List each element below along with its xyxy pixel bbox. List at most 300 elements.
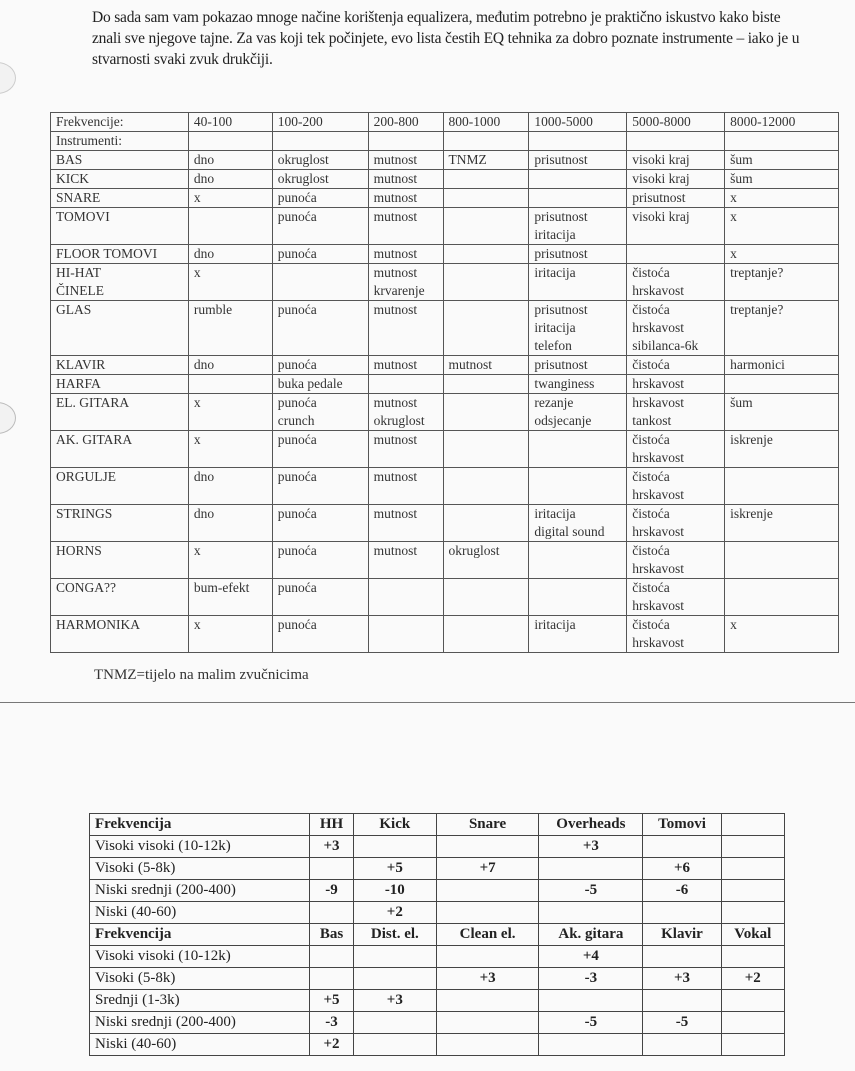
table-cell <box>627 356 725 375</box>
table-cell <box>272 579 368 616</box>
gain-value <box>721 1034 784 1056</box>
table-cell <box>368 375 443 394</box>
table-cell <box>272 151 368 170</box>
gain-value: +2 <box>310 1034 354 1056</box>
gain-value <box>539 902 643 924</box>
frequency-band: Visoki visoki (10-12k) <box>90 946 310 968</box>
table-cell <box>443 189 529 208</box>
cell-text: iritacija <box>534 617 576 632</box>
frequency-header: Frekvencija <box>90 924 310 946</box>
table-cell <box>529 505 627 542</box>
cell-text: dno <box>193 469 215 484</box>
gain-value: +3 <box>310 836 354 858</box>
gain-value: +3 <box>643 968 721 990</box>
cell-text: dno <box>193 246 215 261</box>
table-cell <box>188 170 272 189</box>
table-cell <box>529 579 627 616</box>
table-cell <box>627 189 725 208</box>
cell-text: crunch <box>277 413 315 428</box>
table-cell <box>529 542 627 579</box>
gain-value <box>643 990 721 1012</box>
table-cell <box>188 375 272 394</box>
cell-text: mutnost <box>448 357 493 372</box>
intro-paragraph: Do sada sam vam pokazao mnoge načine korištenja equalizera, međutim potrebno je praktično iskustvo kako biste znali sve njegove tajne. Za vas koji tek počinjete, evo lista čestih EQ tehnika za dobro poznate instrumente – iako je u stvarnosti svaki zvuk drukčiji. <box>92 9 800 68</box>
table-cell <box>368 245 443 264</box>
cell-text: punoća <box>277 580 317 595</box>
cell-text: okruglost <box>277 152 329 167</box>
table-cell <box>443 394 529 431</box>
instrument-name <box>51 505 189 542</box>
cell-text: hrskavost <box>632 376 685 391</box>
header-frequency: 100-200 <box>272 113 368 132</box>
table-cell <box>188 356 272 375</box>
cell-text: x <box>730 209 737 224</box>
gain-value <box>643 1034 721 1056</box>
gain-value: +3 <box>353 990 436 1012</box>
cell-text: iritacija <box>534 227 576 242</box>
cell-text: x <box>730 246 737 261</box>
instrument-name <box>51 356 189 375</box>
table-cell <box>188 264 272 301</box>
cell-text: šum <box>730 395 753 410</box>
cell-text: mutnost <box>373 246 418 261</box>
instrument-name-line: SNARE <box>56 190 101 205</box>
instrument-name <box>51 375 189 394</box>
cell-text: čistoća <box>632 506 670 521</box>
table-row <box>51 468 839 505</box>
table-cell <box>725 189 839 208</box>
table-cell <box>529 151 627 170</box>
gain-value: -5 <box>539 1012 643 1034</box>
cell-text: čistoća <box>632 265 670 280</box>
table-cell <box>529 394 627 431</box>
gain-value: -5 <box>539 880 643 902</box>
table-cell <box>272 616 368 653</box>
gain-value: -6 <box>643 880 721 902</box>
gain-value: +2 <box>721 968 784 990</box>
table-cell <box>188 542 272 579</box>
cell-text: mutnost <box>373 171 418 186</box>
table-cell <box>368 356 443 375</box>
cell-text: buka pedale <box>277 376 343 391</box>
instrument-name <box>51 542 189 579</box>
gain-value <box>436 990 539 1012</box>
table-row <box>90 946 785 968</box>
table-cell <box>188 468 272 505</box>
cell-text: rezanje <box>534 395 574 410</box>
footnote: TNMZ=tijelo na malim zvučnicima <box>94 667 309 683</box>
table-row <box>90 858 785 880</box>
table-cell <box>272 301 368 356</box>
table-cell <box>368 579 443 616</box>
empty-cell <box>368 132 443 151</box>
cell-text: digital sound <box>534 524 605 539</box>
table-cell <box>443 505 529 542</box>
cell-text: prisutnost <box>534 209 588 224</box>
table-cell <box>368 616 443 653</box>
table-cell <box>272 394 368 431</box>
frequency-band: Niski srednji (200-400) <box>90 1012 310 1034</box>
cell-text: punoća <box>277 543 317 558</box>
header-frequency: 40-100 <box>188 113 272 132</box>
cell-text: x <box>730 617 737 632</box>
instrument-name <box>51 189 189 208</box>
gain-value <box>721 990 784 1012</box>
gain-value <box>539 990 643 1012</box>
table-row <box>90 836 785 858</box>
cell-text: mutnost <box>373 190 418 205</box>
instrument-header: Tomovi <box>643 814 721 836</box>
cell-text: hrskavost <box>632 320 685 335</box>
gain-value: +5 <box>353 858 436 880</box>
table-cell <box>529 356 627 375</box>
table-cell <box>443 208 529 245</box>
table-cell <box>725 208 839 245</box>
gain-value: +4 <box>539 946 643 968</box>
cell-text: punoća <box>277 357 317 372</box>
cell-text: mutnost <box>373 152 418 167</box>
frequency-band: Srednji (1-3k) <box>90 990 310 1012</box>
section-header-row <box>90 924 785 946</box>
instrument-header: Dist. el. <box>353 924 436 946</box>
table-row <box>51 151 839 170</box>
cell-text: iskrenje <box>730 506 773 521</box>
table-cell <box>443 356 529 375</box>
cell-text: punoća <box>277 395 317 410</box>
cell-text: čistoća <box>632 302 670 317</box>
table-cell <box>725 505 839 542</box>
cell-text: punoća <box>277 469 317 484</box>
instrument-header: Snare <box>436 814 539 836</box>
table-cell <box>188 245 272 264</box>
gain-value: +7 <box>436 858 539 880</box>
instrument-name-line: KICK <box>56 171 89 186</box>
instrument-name <box>51 468 189 505</box>
cell-text: prisutnost <box>534 246 588 261</box>
table-cell <box>368 264 443 301</box>
header-frequency: 200-800 <box>368 113 443 132</box>
cell-text: punoća <box>277 617 317 632</box>
gain-value: +2 <box>353 902 436 924</box>
instrument-name-line: STRINGS <box>56 506 113 521</box>
table-cell <box>627 208 725 245</box>
cell-text: treptanje? <box>730 265 784 280</box>
table-cell <box>188 431 272 468</box>
table-cell <box>627 616 725 653</box>
cell-text: TNMZ <box>448 152 487 167</box>
table-cell <box>627 394 725 431</box>
instrument-name <box>51 579 189 616</box>
table-cell <box>529 375 627 394</box>
table-cell <box>725 245 839 264</box>
cell-text: hrskavost <box>632 450 685 465</box>
cell-text: šum <box>730 171 753 186</box>
table-cell <box>443 375 529 394</box>
gain-value <box>436 902 539 924</box>
gain-value <box>353 1034 436 1056</box>
cell-text: visoki kraj <box>632 152 690 167</box>
instrument-name-line: EL. GITARA <box>56 395 130 410</box>
table-cell <box>188 394 272 431</box>
frequency-band: Visoki (5-8k) <box>90 968 310 990</box>
cell-text: dno <box>193 171 215 186</box>
table-row <box>51 208 839 245</box>
gain-value <box>643 902 721 924</box>
table-cell <box>272 189 368 208</box>
empty-cell <box>443 132 529 151</box>
cell-text: visoki kraj <box>632 171 690 186</box>
gain-value <box>721 1012 784 1034</box>
instrument-name <box>51 208 189 245</box>
header-frequency: 5000-8000 <box>627 113 725 132</box>
instrument-header: Klavir <box>643 924 721 946</box>
cell-text: čistoća <box>632 580 670 595</box>
instrument-name-line: HORNS <box>56 543 102 558</box>
punch-hole <box>0 62 16 94</box>
instrument-name <box>51 394 189 431</box>
empty-cell <box>627 132 725 151</box>
table-cell <box>627 151 725 170</box>
instrument-name <box>51 431 189 468</box>
gain-value <box>721 880 784 902</box>
table-cell <box>368 394 443 431</box>
cell-text: punoća <box>277 246 317 261</box>
table-row <box>90 990 785 1012</box>
cell-text: mutnost <box>373 506 418 521</box>
table-cell <box>272 245 368 264</box>
instrument-name-line: HI-HAT <box>56 265 101 280</box>
instrument-header: Bas <box>310 924 354 946</box>
gain-value: +3 <box>539 836 643 858</box>
empty-cell <box>529 132 627 151</box>
cell-text: odsjecanje <box>534 413 592 428</box>
header-frequency: 1000-5000 <box>529 113 627 132</box>
eq-boost-cut-table <box>89 813 785 1056</box>
cell-text: harmonici <box>730 357 785 372</box>
gain-value: -10 <box>353 880 436 902</box>
cell-text: dno <box>193 506 215 521</box>
instrument-name <box>51 616 189 653</box>
table-row <box>90 1012 785 1034</box>
gain-value <box>436 1034 539 1056</box>
table-cell <box>725 375 839 394</box>
table-cell <box>272 208 368 245</box>
table-cell <box>529 189 627 208</box>
cell-text: x <box>193 543 201 558</box>
cell-text: prisutnost <box>534 302 588 317</box>
gain-value <box>353 1012 436 1034</box>
instrument-header: Kick <box>353 814 436 836</box>
table-cell <box>188 579 272 616</box>
cell-text: hrskavost <box>632 635 685 650</box>
gain-value: -3 <box>539 968 643 990</box>
cell-text: dno <box>193 152 215 167</box>
instrument-header: Overheads <box>539 814 643 836</box>
cell-text: čistoća <box>632 543 670 558</box>
table-cell <box>368 505 443 542</box>
table-row <box>51 579 839 616</box>
gain-value <box>353 836 436 858</box>
table-cell <box>627 468 725 505</box>
table-cell <box>443 264 529 301</box>
table-cell <box>725 170 839 189</box>
table-cell <box>272 264 368 301</box>
gain-value <box>310 858 354 880</box>
table-row <box>51 301 839 356</box>
cell-text: čistoća <box>632 617 670 632</box>
cell-text: hrskavost <box>632 395 685 410</box>
table-cell <box>725 579 839 616</box>
cell-text: x <box>193 432 201 447</box>
instrument-name <box>51 264 189 301</box>
cell-text: iritacija <box>534 506 576 521</box>
table-cell <box>272 468 368 505</box>
header-label: Frekvencije: <box>51 113 189 132</box>
cell-text: punoća <box>277 190 317 205</box>
table-row <box>90 1034 785 1056</box>
eq-frequency-table <box>50 112 839 653</box>
cell-text: telefon <box>534 338 572 353</box>
table-cell <box>443 245 529 264</box>
subheader-row <box>51 132 839 151</box>
table-cell <box>725 394 839 431</box>
cell-text: čistoća <box>632 357 670 372</box>
table-cell <box>272 170 368 189</box>
table-cell <box>368 468 443 505</box>
table-cell <box>627 505 725 542</box>
table-cell <box>368 542 443 579</box>
table-cell <box>725 542 839 579</box>
cell-text: hrskavost <box>632 487 685 502</box>
table-cell <box>627 431 725 468</box>
cell-text: krvarenje <box>373 283 425 298</box>
gain-value <box>721 946 784 968</box>
table-cell <box>368 151 443 170</box>
cell-text: punoća <box>277 432 317 447</box>
table-cell <box>725 431 839 468</box>
cell-text: visoki kraj <box>632 209 690 224</box>
table-cell <box>443 616 529 653</box>
table-cell <box>627 170 725 189</box>
cell-text: twanginess <box>534 376 595 391</box>
cell-text: rumble <box>193 302 233 317</box>
table-cell <box>188 301 272 356</box>
table-cell <box>627 375 725 394</box>
empty-cell <box>272 132 368 151</box>
gain-value <box>353 946 436 968</box>
table-cell <box>443 579 529 616</box>
table-cell <box>725 356 839 375</box>
header-frequency: 800-1000 <box>443 113 529 132</box>
cell-text: mutnost <box>373 469 418 484</box>
table-row <box>51 170 839 189</box>
instrument-name-line: HARFA <box>56 376 101 391</box>
gain-value <box>310 968 354 990</box>
instrument-name <box>51 301 189 356</box>
table-row <box>51 245 839 264</box>
cell-text: prisutnost <box>534 357 588 372</box>
cell-text: mutnost <box>373 395 418 410</box>
cell-text: punoća <box>277 506 317 521</box>
empty-cell <box>188 132 272 151</box>
gain-value: +5 <box>310 990 354 1012</box>
gain-value <box>310 902 354 924</box>
table-cell <box>188 208 272 245</box>
punch-hole <box>0 402 16 434</box>
instrument-name-line: ČINELE <box>56 283 104 298</box>
table-cell <box>368 431 443 468</box>
gain-value <box>643 836 721 858</box>
table-cell <box>272 542 368 579</box>
instrument-name-line: FLOOR TOMOVI <box>56 246 158 261</box>
cell-text: čistoća <box>632 469 670 484</box>
instrument-header: Vokal <box>721 924 784 946</box>
empty-cell <box>725 132 839 151</box>
gain-value <box>721 902 784 924</box>
cell-text: iritacija <box>534 265 576 280</box>
instrument-name-line: TOMOVI <box>56 209 110 224</box>
instrument-header: Clean el. <box>436 924 539 946</box>
cell-text: okruglost <box>373 413 425 428</box>
table-cell <box>529 264 627 301</box>
cell-text: hrskavost <box>632 561 685 576</box>
cell-text: x <box>193 265 201 280</box>
table-cell <box>272 505 368 542</box>
table-cell <box>272 431 368 468</box>
table-cell <box>725 468 839 505</box>
table-cell <box>725 301 839 356</box>
gain-value <box>436 946 539 968</box>
instrument-header <box>721 814 784 836</box>
section-header-row <box>90 814 785 836</box>
cell-text: mutnost <box>373 432 418 447</box>
table-cell <box>529 245 627 264</box>
instrument-name-line: AK. GITARA <box>56 432 133 447</box>
gain-value <box>721 858 784 880</box>
table-cell <box>272 375 368 394</box>
table-cell <box>725 616 839 653</box>
table-cell <box>529 468 627 505</box>
divider-line <box>0 702 855 703</box>
gain-value <box>310 946 354 968</box>
cell-text: treptanje? <box>730 302 784 317</box>
cell-text: x <box>193 395 201 410</box>
table-row <box>90 902 785 924</box>
cell-text: okruglost <box>448 543 500 558</box>
gain-value: -9 <box>310 880 354 902</box>
instrument-name <box>51 245 189 264</box>
frequency-band: Niski (40-60) <box>90 902 310 924</box>
gain-value <box>721 836 784 858</box>
table-cell <box>627 579 725 616</box>
table-cell <box>443 468 529 505</box>
cell-text: mutnost <box>373 302 418 317</box>
cell-text: sibilanca-6k <box>632 338 699 353</box>
subheader-label: Instrumenti: <box>51 132 189 151</box>
table-cell <box>725 264 839 301</box>
table-row <box>51 189 839 208</box>
frequency-band: Visoki (5-8k) <box>90 858 310 880</box>
instrument-header: Ak. gitara <box>539 924 643 946</box>
table-cell <box>188 189 272 208</box>
gain-value: -5 <box>643 1012 721 1034</box>
gain-value: +6 <box>643 858 721 880</box>
table-cell <box>529 431 627 468</box>
frequency-band: Niski (40-60) <box>90 1034 310 1056</box>
table-cell <box>725 151 839 170</box>
table-row <box>90 968 785 990</box>
table-cell <box>443 170 529 189</box>
